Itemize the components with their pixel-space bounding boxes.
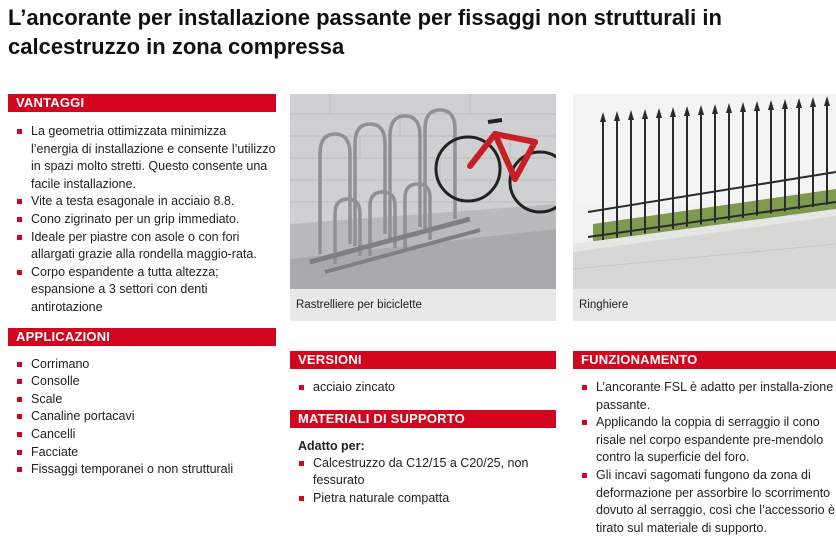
list-item: acciaio zincato (290, 379, 556, 397)
materiali-list (290, 455, 556, 508)
list-item: Calcestruzzo da C12/15 a C20/25, non fessurato (290, 455, 556, 490)
vantaggi-list (8, 123, 276, 317)
versioni-list (290, 379, 556, 397)
list-item: Vite a testa esagonale in acciaio 8.8. (8, 193, 276, 211)
list-item: Cancelli (8, 426, 276, 444)
page-title: L’ancorante per installazione passante per fissaggi non strutturali in calcestruzzo in zona compressa (8, 5, 722, 59)
applicazioni-heading: APPLICAZIONI (8, 328, 276, 346)
bike-rack-caption: Rastrelliere per biciclette (290, 289, 556, 321)
railing-caption: Ringhiere (573, 289, 836, 321)
applicazioni-list (8, 356, 276, 479)
right-column (573, 94, 836, 537)
funzionamento-heading: FUNZIONAMENTO (573, 351, 836, 369)
list-item: Gli incavi sagomati fungono da zona di deformazione per assorbire lo scorrimento dovuto al serraggio, così che l’accessorio è tirato sul materiale di supporto. (573, 467, 836, 537)
materiali-subheading: Adatto per: (298, 438, 365, 453)
list-item: Pietra naturale compatta (290, 490, 556, 508)
left-column (8, 94, 276, 479)
list-item: Corrimano (8, 356, 276, 374)
list-item: Canaline portacavi (8, 408, 276, 426)
list-item: Applicando la coppia di serraggio il cono risale nel corpo espandente pre-mendolo contro la superficie del foro. (573, 414, 836, 467)
vantaggi-heading: VANTAGGI (8, 94, 276, 112)
list-item: Ideale per piastre con asole o con fori allargati grazie alla rondella maggio-rata. (8, 229, 276, 264)
list-item: Scale (8, 391, 276, 409)
list-item: L’ancorante FSL è adatto per installa-zione passante. (573, 379, 836, 414)
list-item: Cono zigrinato per un grip immediato. (8, 211, 276, 229)
middle-column (290, 94, 556, 507)
railing-illustration (573, 94, 836, 289)
materiali-heading: MATERIALI DI SUPPORTO (290, 410, 556, 428)
railing-photo (573, 94, 836, 289)
bike-rack-illustration (290, 94, 556, 289)
list-item: Consolle (8, 373, 276, 391)
list-item: La geometria ottimizzata minimizza l’energia di installazione e consente l’utilizzo in spazi molto stretti. Questo consente una facile installazione. (8, 123, 276, 193)
list-item: Facciate (8, 444, 276, 462)
list-item: Fissaggi temporanei o non strutturali (8, 461, 276, 479)
bike-rack-photo (290, 94, 556, 289)
versioni-heading: VERSIONI (290, 351, 556, 369)
list-item: Corpo espandente a tutta altezza; espansione a 3 settori con denti antirotazione (8, 264, 276, 317)
funzionamento-list (573, 379, 836, 537)
